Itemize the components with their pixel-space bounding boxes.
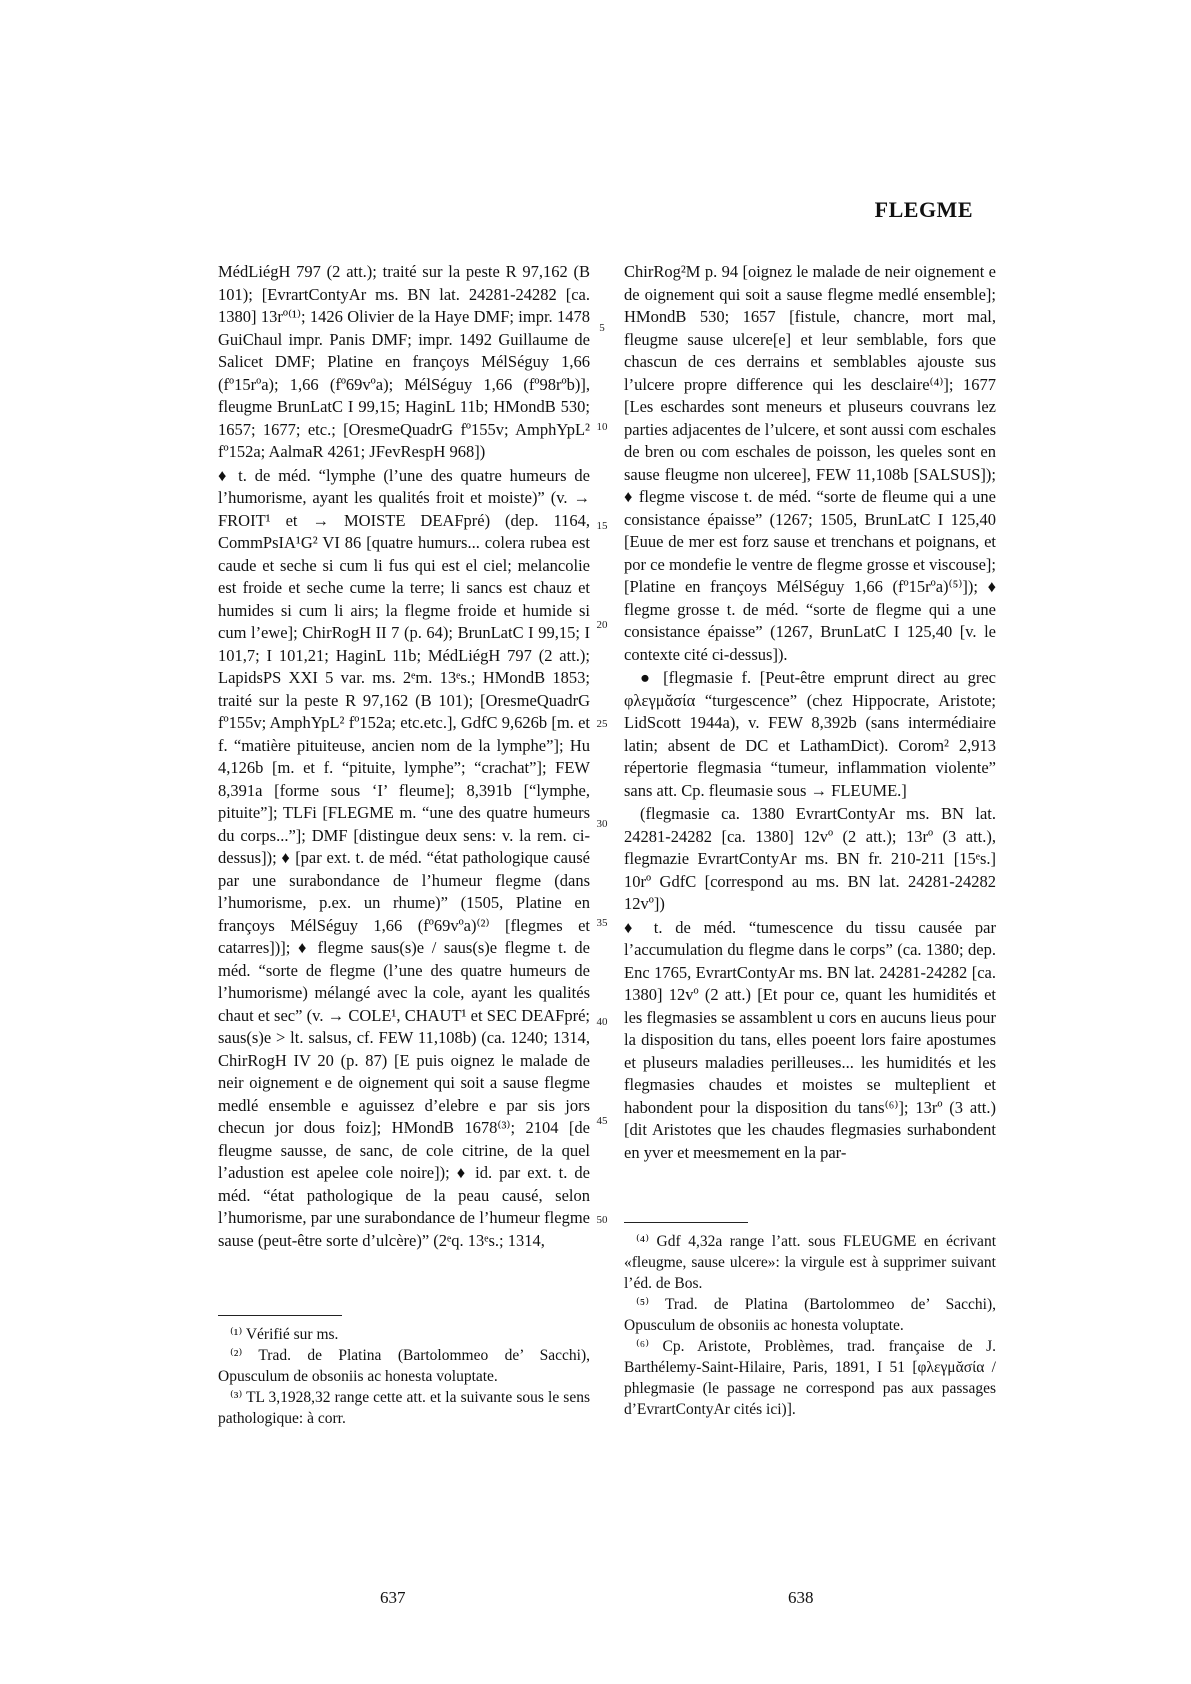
footnote-1: ⁽¹⁾ Vérifié sur ms. <box>230 1326 339 1343</box>
footnotes-right <box>624 1222 996 1420</box>
line-number: 30 <box>596 818 608 830</box>
line-number: 15 <box>596 520 608 532</box>
footnote-2: ⁽²⁾ Trad. de Platina (Bartolommeo de’ Sacchi), Opusculum de obsoniis ac honesta voluptate. <box>218 1347 590 1385</box>
line-number: 25 <box>596 718 608 730</box>
left-paragraph-2: ♦ t. de méd. “lymphe (l’une des quatre humeurs de l’humorisme, ayant les qualités froit et moiste)” (v. → FROIT¹ et → MOISTE DEAFpré) (dep. 1164, CommPsIA¹G² VI 86 [quatre humurs... colera rubea est caude et seche si cum li fus qui est el ciel; melancolie est froide et seche cume la terre; li sancs est chauz et humides si cum li airs; la flegme froide et humide si cum l’ewe]; ChirRogH II 7 (p. 64); BrunLatC I 99,15; I 101,7; I 101,21; HaginL 11b; MédLiégH 797 (2 att.); LapidsPS XXI 5 var. ms. 2ᵉm. 13ᵉs.; HMondB 1853; traité sur la peste R 97,162 (B 101); [OresmeQuadrG fº155v; AmphYpL² fº152a; etc.etc.], GdfC 9,626b [m. et f. “matière pituiteuse, ancien nom de la lymphe”]; Hu 4,126b [m. et f. “pituite, lymphe”; “crachat”]; FEW 8,391a [forme sous ‘I’ fleume]; 8,391b [“lymphe, pituite”]; TLFi [FLEGME m. “une des quatre humeurs du corps...”]; DMF [distingue deux sens: v. la rem. ci-dessus]); ♦ [par ext. t. de méd. “état pathologique causé par une surabondance de l’humeur flegme (dans l’humorisme, p.ex. un rhume)” (1505, Platine en françoys MélSéguy 1,66 (fº69vºa)⁽²⁾ [flegmes et catarres])]; ♦ flegme saus(s)e / saus(s)e flegme t. de méd. “sorte de flegme (l’une des quatre humeurs de l’humorisme) mélangé avec la cole, ayant les qualités chaut et sec” (v. → COLE¹, CHAUT¹ et SEC DEAFpré; saus(s)e > lt. salsus, cf. FEW 11,108b) (ca. 1240; 1314, ChirRogH IV 20 (p. 87) [E puis oignez le malade de neir oignement e de oignement qui soit a sause flegme medlé ensemble e aguissez d’elebre e par sis jors checun jor dous foiz]; HMondB 1678⁽³⁾; 2104 [de fleugme sausse, de sanc, de cole citrine, de la quel l’adustion est apelee cole noire]); ♦ id. par ext. t. de méd. “état pathologique de la peau causé, selon l’humorisme, par une surabondance de l’humeur flegme sause (peut-être sorte d’ulcère)” (2ᵉq. 13ᵉs.; 1314, <box>218 465 590 1250</box>
footnote-3: ⁽³⁾ TL 3,1928,32 range cette att. et la suivante sous le sens pathologique: à corr. <box>218 1389 590 1427</box>
footnotes-left <box>218 1315 590 1429</box>
left-paragraph-1: MédLiégH 797 (2 att.); traité sur la peste R 97,162 (B 101); [EvrartContyAr ms. BN lat. 24281-24282 [ca. 1380] 13rº⁽¹⁾; 1426 Olivier de la Haye DMF; impr. 1478 GuiChaul impr. Panis DMF; impr. 1492 Guillaume de Salicet DMF; Platine en françoys MélSéguy 1,66 (fº15rºa); 1,66 (fº69vºa); MélSéguy 1,66 (fº98rºb)], fleugme BrunLatC I 99,15; HaginL 11b; HMondB 530; 1657; 1677; etc.; [OresmeQuadrG fº155v; AmphYpL² fº152a; AalmaR 4261; JFevRespH 968]) <box>218 262 590 461</box>
footnote-6: ⁽⁶⁾ Cp. Aristote, Problèmes, trad. française de J. Barthélemy-Saint-Hilaire, Paris, 1891, I 51 [φλεγμᾰσία / phlegmasie (le passage ne correspond pas aux passages d’EvrartContyAr cités ici)]. <box>624 1338 996 1418</box>
right-column <box>624 261 996 1164</box>
line-number: 40 <box>596 1016 608 1028</box>
flegmasie-sense: ♦ t. de méd. “tumescence du tissu causée par l’accumulation du flegme dans le corps” (ca. 1380; dep. Enc 1765, EvrartContyAr ms. BN lat. 24281-24282 [ca. 1380] 12vº (2 att.) [Et pour ce, quant les humidités et les flegmasies se assamblent u cors en aucuns lieus pour la disposition du tans, elles poeent lors faire apostumes et pluseurs maladies perilleuses... les humidités et les flegmasies chaudes et moistes se multeplient et habondent pour la disposition du tans⁽⁶⁾]; 13rº (3 att.) [dit Aristotes que les chaudes flegmasies surhabondent en yver et meesmement en la par- <box>624 917 996 1162</box>
footnote-5: ⁽⁵⁾ Trad. de Platina (Bartolommeo de’ Sacchi), Opusculum de obsoniis ac honesta voluptate. <box>624 1296 996 1334</box>
footnote-4: ⁽⁴⁾ Gdf 4,32a range l’att. sous FLEUGME en écrivant «fleugme, sause ulcere»: la virgule est à supprimer suivant l’éd. de Bos. <box>624 1233 996 1292</box>
page-number-left: 637 <box>380 1588 406 1607</box>
line-number: 50 <box>596 1214 608 1226</box>
footnote-rule <box>218 1315 342 1316</box>
page-header-title: FLEGME <box>874 197 973 222</box>
line-number: 20 <box>596 619 608 631</box>
line-number: 10 <box>596 421 608 433</box>
footnote-rule <box>624 1222 748 1223</box>
entry-flegmasie: ● [flegmasie f. [Peut-être emprunt direct au grec φλεγμᾰσία “turgescence” (chez Hippocrate, Aristote; LidScott 1944a), v. FEW 8,392b (sans intermédiaire latin; absent de DC et LathamDict). Corom² 2,913 répertorie flegmasia “tumeur, inflammation violente” sans att. Cp. fleumasie sous → FLEUME.] <box>624 668 996 800</box>
line-number: 45 <box>596 1115 608 1127</box>
page-number-right: 638 <box>788 1588 814 1607</box>
line-number: 35 <box>596 917 608 929</box>
flegmasie-forms: (flegmasie ca. 1380 EvrartContyAr ms. BN lat. 24281-24282 [ca. 1380] 12vº (2 att.); 13rº (3 att.), flegmazie EvrartContyAr ms. BN fr. 210-211 [15ᵉs.] 10rº GdfC [correspond au ms. BN lat. 24281-24282 12vº]) <box>624 804 996 913</box>
left-column <box>218 261 590 1252</box>
right-paragraph-1: ChirRog²M p. 94 [oignez le malade de neir oignement e de oignement qui soit a sause flegme medlé ensemble]; HMondB 530; 1657 [fistule, chancre, mort mal, fleugme sause ulcere[e] et leur semblable, fors que chascun de ces derrains et semblables ajouste sus l’ulcere propre difference qui les desclaire⁽⁴⁾]; 1677 [Les eschardes sont meneurs et pluseurs couvrans lez parties adjacentes de l’ulcere, et sont aussi com eschales de bren ou com eschales de poisson, les queles sont en sause fleugme non ulceree], FEW 11,108b [SALSUS]); ♦ flegme viscose t. de méd. “sorte de fleume qui a une consistance épaisse” (1267; 1505, BrunLatC I 125,40 [Euue de mer est forz sause et trenchans et poignans, et por ce mondefie le ventre de flegme grosse et viscouse]; [Platine en françoys MélSéguy 1,66 (fº15rºa)⁽⁵⁾]); ♦ flegme grosse t. de méd. “sorte de flegme qui a une consistance épaisse” (1267, BrunLatC I 125,40 [v. le contexte cité ci-dessus]). <box>624 262 996 664</box>
line-number: 5 <box>599 322 605 334</box>
